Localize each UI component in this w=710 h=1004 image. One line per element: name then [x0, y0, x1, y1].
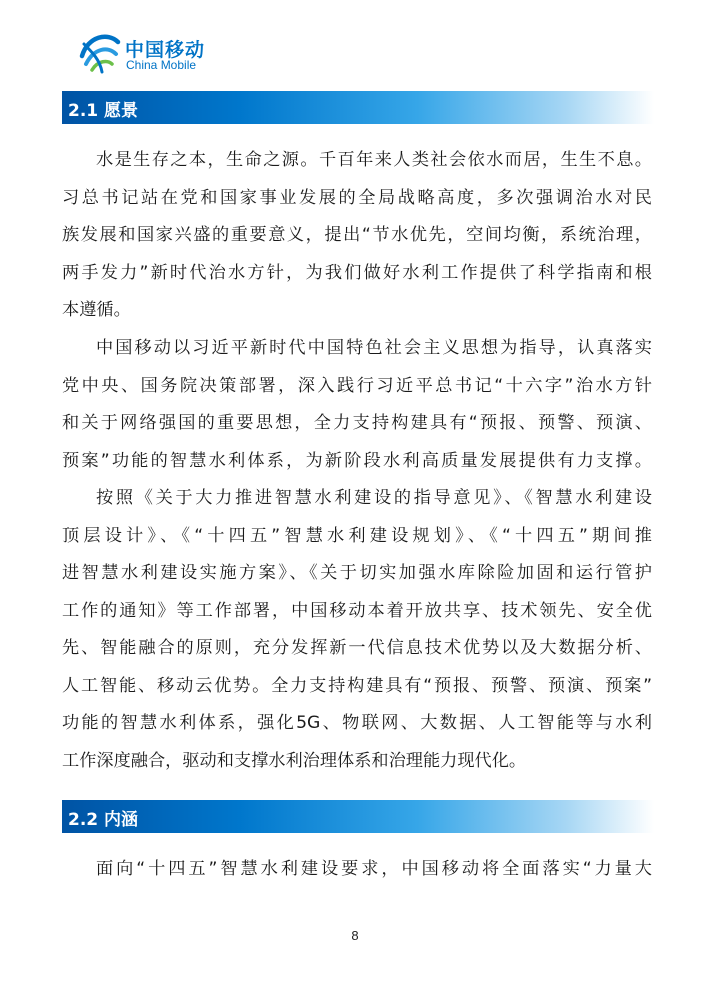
text-line: 工作的通知》等工作部署，中国移动本着开放共享、技术领先、安全优	[62, 600, 652, 621]
text-line: 进智慧水利建设实施方案》、《关于切实加强水库除险加固和运行管护	[62, 563, 652, 583]
logo-text-en: China Mobile	[126, 58, 197, 72]
text-line: 水是生存之本，生命之源。千百年来人类社会依水而居，生生不息。	[96, 150, 652, 170]
section-heading-2-1	[62, 91, 654, 124]
paragraph-connotation-1	[62, 851, 652, 889]
china-mobile-logo	[78, 30, 238, 76]
text-line: 两手发力”新时代治水方针，为我们做好水利工作提供了科学指南和根	[62, 262, 652, 283]
paragraph-vision-1	[62, 142, 652, 330]
text-line: 族发展和国家兴盛的重要意义，提出“节水优先，空间均衡，系统治理，	[62, 225, 652, 245]
text-line: 按照《关于大力推进智慧水利建设的指导意见》、《智慧水利建设	[96, 488, 652, 508]
section-title: 2.1 愿景	[68, 101, 139, 121]
paragraph-vision-3	[62, 480, 652, 780]
text-line: 中国移动以习近平新时代中国特色社会主义思想为指导，认真落实	[96, 338, 652, 358]
text-line: 预案”功能的智慧水利体系，为新阶段水利高质量发展提供有力支撑。	[62, 450, 652, 471]
china-mobile-logo-icon	[78, 30, 122, 74]
text-line: 工作深度融合，驱动和支撑水利治理体系和治理能力现代化。	[62, 750, 527, 771]
text-line: 先、智能融合的原则，充分发挥新一代信息技术优势以及大数据分析、	[62, 638, 652, 658]
section-heading-2-2	[62, 800, 654, 833]
text-line: 面向“十四五”智慧水利建设要求，中国移动将全面落实“力量大	[96, 859, 652, 879]
logo-text-cn: 中国移动	[125, 39, 206, 61]
paragraph-vision-2	[62, 330, 652, 480]
text-line: 本遵循。	[62, 300, 131, 320]
text-line: 功能的智慧水利体系，强化5G、物联网、大数据、人工智能等与水利	[62, 713, 652, 733]
text-line: 习总书记站在党和国家事业发展的全局战略高度，多次强调治水对民	[62, 187, 652, 208]
text-line: 人工智能、移动云优势。全力支持构建具有“预报、预警、预演、预案”	[62, 675, 652, 696]
page-number: 8	[351, 928, 359, 943]
text-line: 顶层设计》、《“十四五”智慧水利建设规划》、《“十四五”期间推	[62, 525, 652, 546]
text-line: 党中央、国务院决策部署，深入践行习近平总书记“十六字”治水方针	[62, 375, 652, 396]
text-line: 和关于网络强国的重要思想，全力支持构建具有“预报、预警、预演、	[62, 413, 652, 433]
section-title: 2.2 内涵	[68, 810, 139, 830]
